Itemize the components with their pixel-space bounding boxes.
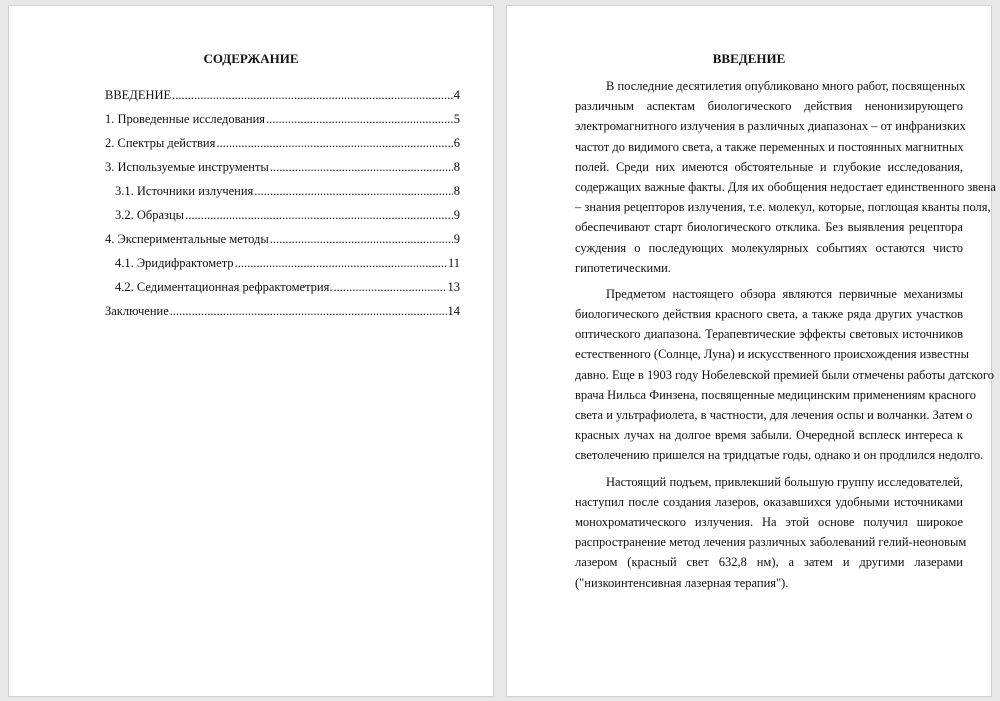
text-line: лазером (красный свет 632,8 нм), а затем и другими лазерами — [575, 555, 963, 570]
intro-body — [575, 76, 996, 599]
toc-entry-label: 4. Экспериментальные методы — [105, 232, 269, 246]
toc-title: СОДЕРЖАНИЕ — [203, 51, 299, 66]
text-line: врача Нильса Финзена, посвященные медицинским применениям красного — [575, 387, 976, 402]
toc-entry-label: 1. Проведенные исследования — [105, 112, 266, 126]
toc-entry-label: 4.1. Эридифрактометр — [115, 256, 234, 270]
toc-entry-label: 4.2. Седиментационная рефрактометрия. — [115, 280, 333, 294]
toc-leader-dots — [270, 232, 453, 247]
toc-entry[interactable] — [105, 304, 460, 328]
text-line: полей. Среди них имеются обстоятельные и глубокие исследования, — [575, 159, 963, 174]
toc-entry-label: 2. Спектры действия — [105, 136, 216, 150]
text-line: – знания рецепторов излучения, т.е. молекул, которые, поглощая кванты поля, — [575, 200, 991, 215]
toc-leader-dots — [235, 256, 447, 271]
toc-entry[interactable] — [105, 256, 460, 280]
text-line: светолечению пришелся на тридцатые годы, однако и он продлился недолго. — [575, 448, 984, 463]
toc-entry[interactable] — [105, 232, 460, 256]
toc-leader-dots — [266, 112, 453, 127]
toc-page — [8, 5, 494, 697]
paragraph — [575, 472, 967, 593]
toc-leader-dots — [334, 280, 447, 295]
toc-leader-dots — [185, 208, 453, 223]
text-line: электромагнитного излучения в различных диапазонах – от инфранизких — [575, 119, 966, 134]
text-line: биологического действия красного света, а также ряда других участков — [575, 307, 963, 322]
text-line: Настоящий подъем, привлекший большую группу исследователей, — [606, 474, 963, 489]
toc-entry[interactable] — [105, 88, 460, 112]
toc-entry-page: 13 — [447, 280, 460, 294]
text-line: естественного (Солнце, Луна) и искусственного происхождения известны — [575, 347, 970, 362]
text-line: света и ультрафиолета, в частности, для лечения оспы и волчанки. Затем о — [575, 408, 973, 422]
toc-entry-label: Заключение — [105, 304, 169, 318]
text-line: частот до видимого света, а также переменных и постоянных магнитных — [575, 139, 964, 154]
toc-leader-dots — [216, 136, 452, 151]
text-line: распространение метод лечения различных заболеваний гелий-неоновым — [575, 535, 967, 550]
toc-entry-page: 9 — [453, 232, 460, 246]
text-line: оптического диапазона. Терапевтические эффекты световых источников — [575, 327, 963, 342]
paragraph — [575, 76, 996, 278]
toc-entry-page: 11 — [447, 256, 460, 270]
text-line: давно. Еще в 1903 году Нобелевской премией были отмечены работы датского — [575, 367, 994, 382]
toc-entry[interactable] — [105, 136, 460, 160]
text-line: суждения о последующих молекулярных событиях остаются чисто — [575, 240, 963, 255]
toc-entry-label: 3.2. Образцы — [115, 208, 185, 222]
toc-entry-page: 5 — [453, 112, 460, 126]
toc-entry-page: 8 — [453, 160, 460, 174]
text-line: красных лучах на долгое время забыли. Очередной всплеск интереса к — [575, 428, 963, 443]
toc-leader-dots — [254, 184, 452, 199]
text-line: наступил после создания лазеров, оказавшихся удобными источниками — [575, 494, 963, 509]
toc-leader-dots — [270, 160, 453, 175]
toc-entry-label: ВВЕДЕНИЕ — [105, 88, 172, 102]
text-line: монохроматического излучения. На этой основе получил широкое — [575, 514, 963, 529]
text-line: ("низкоинтенсивная лазерная терапия"). — [575, 575, 789, 590]
toc-entry-label: 3. Используемые инструменты — [105, 160, 269, 174]
intro-title: ВВЕДЕНИЕ — [712, 51, 786, 66]
table-of-contents — [105, 88, 460, 328]
toc-leader-dots — [170, 304, 447, 319]
toc-entry[interactable] — [105, 208, 460, 232]
toc-entry[interactable] — [105, 160, 460, 184]
toc-entry[interactable] — [105, 184, 460, 208]
toc-entry-page: 4 — [453, 88, 460, 102]
text-line: гипотетическими. — [575, 260, 671, 275]
toc-entry-page: 8 — [453, 184, 460, 198]
toc-leader-dots — [172, 88, 453, 103]
text-line: Предметом настоящего обзора являются первичные механизмы — [606, 286, 963, 301]
paragraph — [575, 284, 994, 466]
text-line: обеспечивают старт биологического отклика. Без выявления рецептора — [575, 220, 963, 235]
toc-entry-page: 9 — [453, 208, 460, 222]
toc-entry-label: 3.1. Источники излучения — [115, 184, 254, 198]
text-line: В последние десятилетия опубликовано много работ, посвященных — [606, 79, 966, 93]
text-line: содержащих важные факты. Для их обобщения недостает единственного звена — [575, 179, 996, 194]
text-line: различным аспектам биологического действия ненонизирующего — [575, 99, 963, 114]
toc-entry[interactable] — [105, 280, 460, 304]
toc-entry-page: 6 — [453, 136, 460, 150]
intro-page — [506, 5, 996, 697]
toc-entry-page: 14 — [447, 304, 460, 318]
toc-entry[interactable] — [105, 112, 460, 136]
